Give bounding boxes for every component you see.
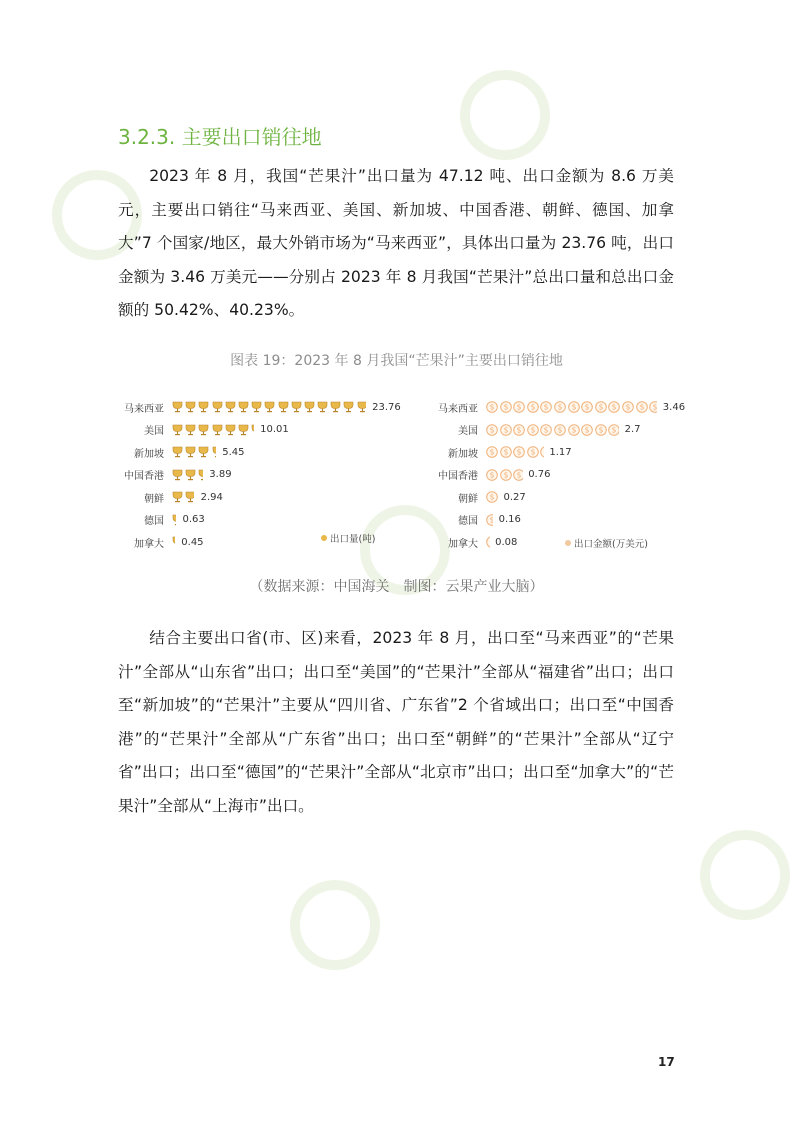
dollar-coin-icon [486,401,498,413]
dollar-coin-icon [486,424,498,436]
dollar-coin-icon [486,491,498,503]
dollar-coin-icon [636,401,648,413]
dollar-coin-icon [513,424,525,436]
pictogram-bar [172,446,218,458]
volume-legend-label: 出口量(吨) [330,534,376,545]
svg-text:$: $ [516,402,522,412]
svg-text:$: $ [652,402,658,412]
svg-text:$: $ [557,425,563,435]
pictogram-bar [486,424,621,436]
dollar-coin-icon [595,424,607,436]
svg-text:$: $ [489,447,495,457]
svg-text:$: $ [503,402,508,412]
chart-row [428,441,678,464]
dollar-coin-icon [581,424,593,436]
goblet-icon [330,401,341,413]
svg-text:$: $ [530,402,536,412]
category-label: 朝鲜 [458,493,478,505]
goblet-icon [212,446,216,458]
goblet-icon [198,424,209,436]
svg-text:$: $ [543,425,549,435]
category-label: 加拿大 [448,538,478,550]
goblet-icon [172,491,183,503]
volume-legend [321,531,375,545]
pictogram-bar [486,446,549,458]
dollar-coin-icon [500,469,512,481]
svg-text:$: $ [503,470,508,480]
pictogram-bar [172,536,177,548]
amount-legend-label: 出口金额(万美元) [574,539,648,550]
svg-text:$: $ [489,515,495,525]
data-label: 0.45 [181,536,204,548]
data-label: 0.16 [498,514,521,526]
category-label: 加拿大 [134,538,164,550]
goblet-icon [172,514,176,526]
pictogram-bar [486,514,495,526]
dollar-coin-icon [540,401,552,413]
data-label: 0.76 [528,469,551,481]
goblet-icon [238,424,249,436]
dollar-coin-icon [608,424,619,436]
dollar-coin-icon [513,401,525,413]
svg-text:$: $ [489,402,495,412]
dollar-coin-icon [581,401,593,413]
dollar-coin-icon [513,469,522,481]
goblet-icon [212,401,223,413]
dollar-coin-icon [554,401,566,413]
dollar-coin-icon [608,401,620,413]
svg-text:$: $ [503,425,508,435]
goblet-icon [185,401,196,413]
dollar-coin-icon [500,424,512,436]
chart-row [428,509,678,532]
page-number: 17 [658,1055,675,1069]
chart-row [112,486,430,509]
svg-text:$: $ [571,425,576,435]
pictogram-bar [172,401,368,413]
goblet-icon [317,401,328,413]
category-label: 德国 [144,516,164,528]
category-label: 美国 [458,426,478,438]
data-label: 0.63 [182,514,205,526]
chart-row [112,531,430,554]
data-source-note: （数据来源：中国海关 制图：云果产业大脑） [249,579,544,595]
data-label: 5.45 [222,446,245,458]
svg-text:$: $ [516,470,522,480]
chart-row [112,509,430,532]
dollar-coin-icon [568,424,580,436]
category-label: 中国香港 [124,471,164,483]
category-label: 新加坡 [134,448,164,460]
watermark-logo [700,830,790,920]
data-label: 10.01 [260,424,289,436]
category-label: 新加坡 [448,448,478,460]
svg-text:$: $ [503,447,508,457]
dollar-coin-icon [565,540,571,546]
dollar-coin-icon [622,401,634,413]
chart-row [428,464,678,487]
data-label: 0.08 [495,536,518,548]
dollar-coin-icon: $ [486,536,490,548]
dollar-coin-icon [595,401,607,413]
amount-legend [565,536,648,550]
goblet-icon [198,401,209,413]
dollar-coin-icon [649,401,657,413]
figure-caption: 图表 19：2023 年 8 月我国“芒果汁”主要出口销往地 [230,353,563,369]
category-label: 马来西亚 [438,403,478,415]
watermark-logo [460,70,550,160]
category-label: 德国 [458,516,478,528]
goblet-icon [185,424,196,436]
svg-text:$: $ [557,402,563,412]
goblet-icon [225,401,236,413]
paragraph-export-provinces: 结合主要出口省(市、区)来看，2023 年 8 月，出口至“马来西亚”的“芒果汁”全部从“山东省”出口；出口至“美国”的“芒果汁”全部从“福建省”出口；出口至“新加坡”的“芒果汁”主要从“四川省、广东省”2 个省域出口；出口至“中国香港”的“芒果汁”全部从“广东省”出口；出口至“朝鲜”的“芒果汁”全部从“辽宁省”出口；出口至“德国”的“芒果汁”全部从“北京市”出口；出口至“加拿大”的“芒果汁”全部从“上海市”出口。 [118,629,674,815]
goblet-icon [291,401,302,413]
chart-row [428,396,686,419]
goblet-icon [185,491,194,503]
goblet-icon [172,424,183,436]
dollar-coin-icon [568,401,580,413]
data-label: 3.89 [209,469,232,481]
dollar-coin-icon [527,401,539,413]
goblet-icon [172,536,175,548]
pictogram-bar [172,491,197,503]
paragraph-export-summary: 2023 年 8 月，我国“芒果汁”出口量为 47.12 吨、出口金额为 8.6 万美元，主要出口销往“马来西亚、美国、新加坡、中国香港、朝鲜、德国、加拿大”7 个国家/地区，最大外销市场为“马来西亚”，具体出口量为 23.76 吨，出口金额为 3.46 万美元——分别占 2023 年 8 月我国“芒果汁”总出口量和总出口金额的 50.42%、40.23%。 [118,167,674,319]
svg-text:$: $ [489,470,495,480]
svg-text:$: $ [584,402,590,412]
pictogram-bar [486,536,495,548]
svg-text:$: $ [611,425,617,435]
chart-row [428,419,678,442]
category-label: 美国 [144,426,164,438]
goblet-icon [212,424,223,436]
goblet-icon [172,401,183,413]
goblet-icon [251,424,254,436]
data-label: 23.76 [372,401,401,413]
goblet-icon [321,535,327,541]
section-heading: 3.2.3. 主要出口销往地 [118,124,322,149]
chart-row [428,486,678,509]
export-volume-chart [112,396,430,554]
svg-text:$: $ [530,425,536,435]
svg-text:$: $ [516,447,522,457]
dollar-coin-icon [486,514,493,526]
goblet-icon [185,446,196,458]
chart-row [112,464,430,487]
category-label: 朝鲜 [144,493,164,505]
svg-text:$: $ [625,402,631,412]
data-label: 1.17 [549,446,572,458]
svg-text:$: $ [489,425,495,435]
chart-row [112,419,430,442]
goblet-icon [278,401,289,413]
pictogram-bar [486,469,524,481]
goblet-icon [238,401,249,413]
data-label: 3.46 [662,401,686,413]
data-label: 2.94 [200,491,223,503]
chart-row [112,396,430,419]
svg-text:$: $ [611,402,617,412]
svg-text:$: $ [516,425,522,435]
pictogram-bar [172,514,179,526]
dollar-coin-icon [554,424,566,436]
dollar-coin-icon [486,469,498,481]
goblet-icon [185,469,196,481]
dollar-coin-icon [486,446,498,458]
pictogram-bar [486,401,659,413]
dollar-coin-icon: $ [540,446,543,458]
svg-text:$: $ [530,447,536,457]
category-label: 马来西亚 [124,403,164,415]
chart-row [112,441,430,464]
svg-text:$: $ [571,402,576,412]
dollar-coin-icon [500,401,512,413]
pictogram-bar [172,424,256,436]
svg-text:$: $ [584,425,590,435]
dollar-coin-icon [527,446,539,458]
dollar-coin-icon [513,446,525,458]
dollar-coin-icon [527,424,539,436]
data-label: 2.7 [624,424,641,436]
watermark-logo [290,880,380,970]
pictogram-bar [172,469,205,481]
svg-text:$: $ [598,425,604,435]
goblet-icon [225,424,236,436]
goblet-icon [198,446,209,458]
category-label: 中国香港 [438,471,478,483]
pictogram-bar [486,491,499,503]
export-amount-chart [428,396,686,554]
svg-text:$: $ [489,492,495,502]
goblet-icon [264,401,275,413]
svg-text:$: $ [543,402,549,412]
goblet-icon [172,446,183,458]
dollar-coin-icon [540,424,552,436]
svg-text:$: $ [639,402,644,412]
goblet-icon [357,401,366,413]
dollar-coin-icon [500,446,512,458]
data-label: 0.27 [503,491,526,503]
goblet-icon [343,401,354,413]
svg-text:$: $ [598,402,604,412]
goblet-icon [198,469,203,481]
goblet-icon [172,469,183,481]
goblet-icon [304,401,315,413]
goblet-icon [251,401,262,413]
